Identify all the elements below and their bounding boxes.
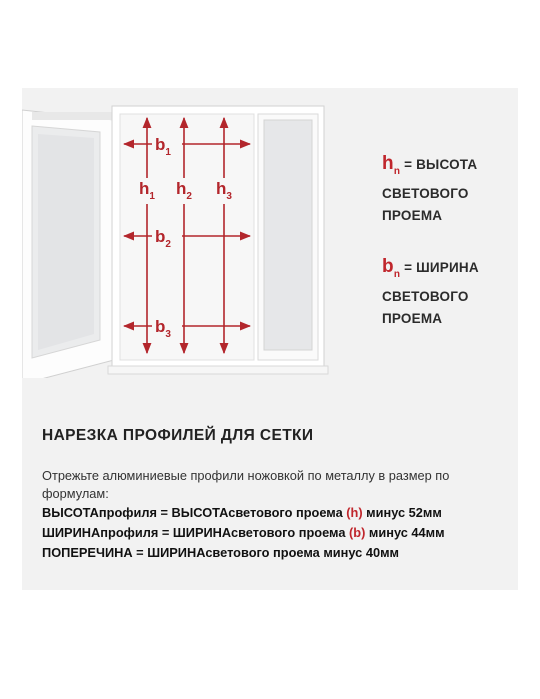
legend-height-line2: СВЕТОВОГО xyxy=(382,185,469,201)
formula-crossbar: ПОПЕРЕЧИНА = ШИРИНАсветового проема минус 40мм xyxy=(42,545,400,560)
light-opening xyxy=(120,114,254,360)
label-h1: $h_1$ xyxy=(139,179,155,202)
section-title: НАРЕЗКА ПРОФИЛЕЙ ДЛЯ СЕТКИ xyxy=(42,427,314,444)
window-sill xyxy=(108,366,328,374)
legend-width-line3: ПРОЕМА xyxy=(382,310,443,326)
legend-height-line3: ПРОЕМА xyxy=(382,207,443,223)
legend-height xyxy=(382,153,477,227)
right-pane-glass xyxy=(264,120,312,350)
formula-height: ВЫСОТАпрофиля = ВЫСОТАсветового проема (h) минус 52мм xyxy=(42,505,442,520)
label-b1: $b_1$ xyxy=(155,135,171,158)
open-sash xyxy=(22,110,118,378)
label-b2: $b_2$ xyxy=(155,227,171,250)
label-b3: $b_3$ xyxy=(155,317,171,340)
label-h3: $h_3$ xyxy=(216,179,232,202)
legend-width xyxy=(382,256,479,330)
label-h2: $h_2$ xyxy=(176,179,192,202)
legend-height-symbol: $h_n$ xyxy=(382,153,401,177)
legend-height-line1: $h_n$ = ВЫСОТА xyxy=(382,153,478,177)
intro-text: Отрежьте алюминиевые профили ножовкой по металлу в размер по формулам: xyxy=(42,468,450,501)
legend-width-symbol: $b_n$ xyxy=(382,256,401,280)
legend-width-line1: $b_n$ = ШИРИНА xyxy=(382,256,479,280)
formula-width: ШИРИНАпрофиля = ШИРИНАсветового проема (b) минус 44мм xyxy=(42,525,445,540)
window-diagram xyxy=(22,88,362,378)
legend-width-line2: СВЕТОВОГО xyxy=(382,288,469,304)
